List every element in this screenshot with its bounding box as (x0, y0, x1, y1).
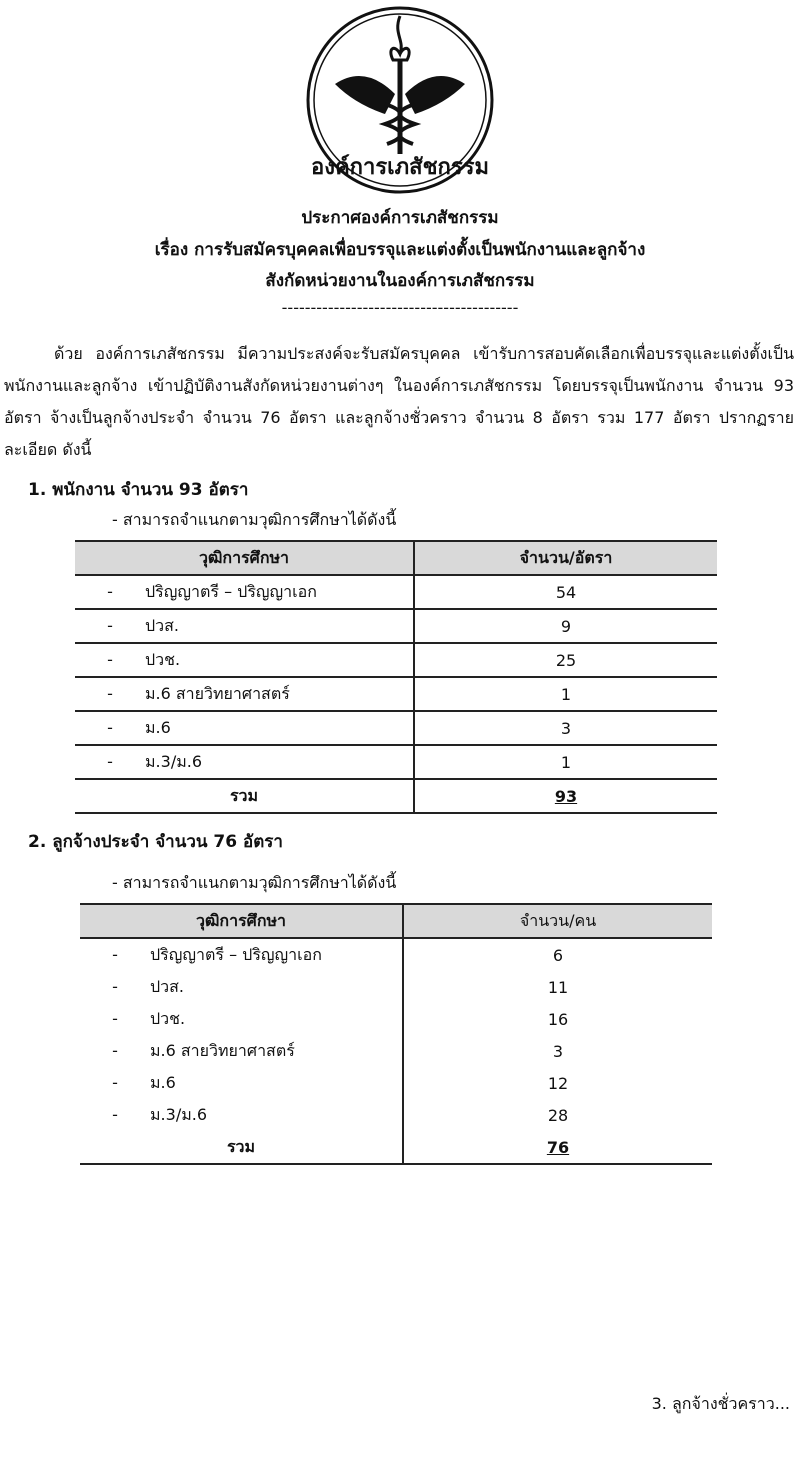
continued-note: 3. ลูกจ้างชั่วคราว... (651, 1394, 790, 1413)
bullet-dash: - (112, 1008, 118, 1028)
bullet-dash: - (107, 649, 113, 669)
qualification-label: ปวส. (150, 976, 184, 996)
qualification-cell (80, 938, 403, 971)
bullet-dash: - (112, 1040, 118, 1060)
total-value: 93 (554, 786, 578, 806)
column-header-qualification: วุฒิการศึกษา (80, 904, 403, 938)
title-divider: ----------------------------------------- (281, 298, 519, 317)
section-1-table (75, 540, 717, 814)
table-row (75, 609, 717, 643)
qualification-cell (80, 1067, 403, 1099)
qualification-cell (75, 609, 414, 643)
table-row (75, 677, 717, 711)
qualification-cell (75, 575, 414, 609)
bullet-dash: - (107, 751, 113, 771)
count-cell: 1 (414, 745, 717, 779)
table-row (80, 971, 712, 1003)
table-row (80, 1099, 712, 1131)
gpo-seal-logo (305, 4, 495, 196)
qualification-label: ม.3/ม.6 (145, 751, 203, 771)
bullet-dash: - (107, 683, 113, 703)
qualification-cell (80, 971, 403, 1003)
section-2-subheading: - สามารถจำแนกตามวุฒิการศึกษาได้ดังนี้ (112, 873, 397, 892)
bullet-dash: - (112, 944, 118, 964)
title-line-1: ประกาศองค์การเภสัชกรรม (301, 208, 499, 228)
qualification-label: ปวช. (145, 649, 181, 669)
qualification-cell (75, 745, 414, 779)
total-label: รวม (80, 1131, 403, 1164)
section-1-subheading: - สามารถจำแนกตามวุฒิการศึกษาได้ดังนี้ (112, 510, 397, 529)
count-cell: 1 (414, 677, 717, 711)
qualification-cell (80, 1099, 403, 1131)
qualification-label: ม.6 สายวิทยาศาสตร์ (150, 1040, 295, 1060)
count-cell: 3 (414, 711, 717, 745)
table-row (75, 711, 717, 745)
table-total-row (80, 1131, 712, 1164)
count-cell: 25 (414, 643, 717, 677)
section-1-heading: 1. พนักงาน จำนวน 93 อัตรา (28, 480, 249, 500)
table-row (80, 1035, 712, 1067)
count-cell: 3 (552, 1041, 564, 1061)
count-cell: 28 (547, 1105, 569, 1125)
column-header-count: จำนวน/คน (403, 904, 712, 938)
title-line-3: สังกัดหน่วยงานในองค์การเภสัชกรรม (265, 271, 535, 291)
table-total-row (75, 779, 717, 813)
bullet-dash: - (107, 615, 113, 635)
count-cell: 12 (547, 1073, 569, 1093)
table-row (75, 643, 717, 677)
bullet-dash: - (107, 581, 113, 601)
qualification-cell (75, 711, 414, 745)
qualification-label: ม.6 (150, 1072, 176, 1092)
count-cell: 16 (547, 1009, 569, 1029)
bullet-dash: - (107, 717, 113, 737)
count-cell: 11 (547, 977, 569, 997)
intro-text: ด้วย องค์การเภสัชกรรม มีความประสงค์จะรับสมัครบุคคล เข้ารับการสอบคัดเลือกเพื่อบรรจุและแต่งตั้งเป็นพนักงานและลูกจ้าง เข้าปฏิบัติงานสังกัดหน่วยงานต่างๆ ในองค์การเภสัชกรรม โดยบรรจุเป็นพนักงาน จำนวน 93 อัตรา จ้างเป็นลูกจ้างประจำ จำนวน 76 อัตรา และลูกจ้างชั่วคราว จำนวน 8 อัตรา รวม 177 อัตรา ปรากฏรายละเอียด ดังนี้ (4, 344, 794, 459)
bullet-dash: - (112, 1072, 118, 1092)
intro-paragraph (4, 338, 794, 466)
table-row (75, 575, 717, 609)
table-header-row (75, 541, 717, 575)
qualification-cell (80, 1003, 403, 1035)
table-row (80, 938, 712, 971)
table-header-row (80, 904, 712, 938)
section-2-heading: 2. ลูกจ้างประจำ จำนวน 76 อัตรา (28, 832, 283, 852)
column-header-qualification: วุฒิการศึกษา (75, 541, 414, 575)
qualification-label: ม.3/ม.6 (150, 1104, 208, 1124)
qualification-cell (75, 677, 414, 711)
qualification-label: ปริญญาตรี – ปริญญาเอก (145, 581, 317, 601)
qualification-label: ม.6 สายวิทยาศาสตร์ (145, 683, 290, 703)
table-row (80, 1003, 712, 1035)
qualification-cell (80, 1035, 403, 1067)
qualification-label: ปริญญาตรี – ปริญญาเอก (150, 944, 322, 964)
table-row (75, 745, 717, 779)
section-2-table (80, 903, 712, 1165)
total-label: รวม (75, 779, 414, 813)
bullet-dash: - (112, 1104, 118, 1124)
qualification-label: ม.6 (145, 717, 171, 737)
total-value: 76 (546, 1137, 570, 1157)
logo-text: องค์การเภสัชกรรม (311, 155, 489, 180)
count-cell: 9 (414, 609, 717, 643)
qualification-label: ปวส. (145, 615, 179, 635)
qualification-cell (75, 643, 414, 677)
count-cell: 54 (414, 575, 717, 609)
qualification-label: ปวช. (150, 1008, 186, 1028)
table-row (80, 1067, 712, 1099)
count-cell: 6 (552, 945, 564, 965)
title-line-2: เรื่อง การรับสมัครบุคคลเพื่อบรรจุและแต่งตั้งเป็นพนักงานและลูกจ้าง (154, 240, 646, 260)
column-header-count: จำนวน/อัตรา (414, 541, 717, 575)
bullet-dash: - (112, 976, 118, 996)
